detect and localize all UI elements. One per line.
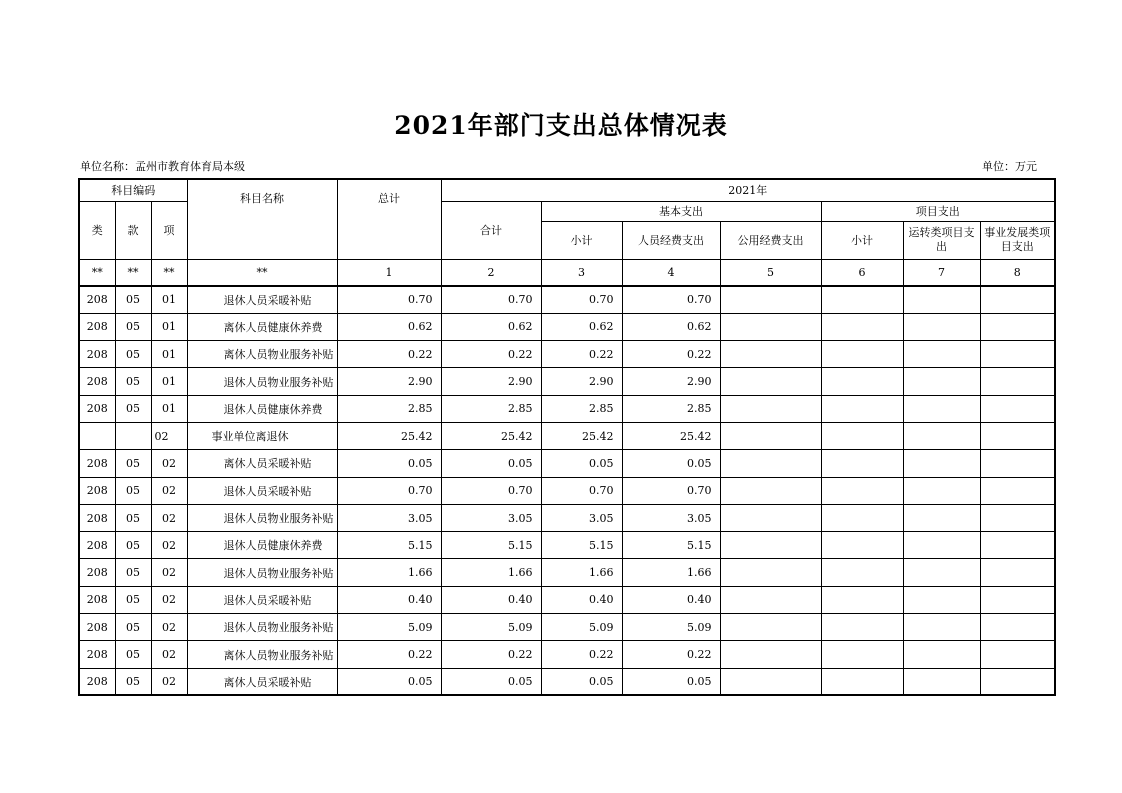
page-title: 2021年部门支出总体情况表: [394, 111, 728, 140]
cell-total: 0.22: [337, 341, 441, 368]
cell-public: [720, 532, 821, 559]
cell-proj-subtotal: [821, 668, 903, 695]
cell-total: 2.85: [337, 395, 441, 422]
cell-transfer: [903, 477, 980, 504]
cell-total: 0.70: [337, 477, 441, 504]
cell-subject-name: 退休人员健康休养费: [187, 395, 337, 422]
cell-total: 1.66: [337, 559, 441, 586]
header-year: 2021年: [441, 179, 1055, 201]
cell-subject-name: 退休人员物业服务补贴: [187, 559, 337, 586]
unit-name-label: 单位名称：孟州市教育体育局本级: [80, 160, 245, 173]
cell-basic-subtotal: 5.15: [541, 532, 622, 559]
cell-xiang: 02: [151, 641, 187, 668]
cell-lei: 208: [79, 286, 115, 313]
table-row: [79, 641, 1055, 668]
cell-personnel: 0.70: [622, 477, 720, 504]
index-cell: **: [151, 259, 187, 286]
cell-heji: 0.40: [441, 586, 541, 613]
cell-transfer: [903, 313, 980, 340]
table-row: [79, 614, 1055, 641]
cell-public: [720, 422, 821, 449]
header-xiang: 项: [151, 201, 187, 259]
table-row: [79, 477, 1055, 504]
index-cell: 6: [821, 259, 903, 286]
cell-subject-name: 退休人员采暖补贴: [187, 586, 337, 613]
cell-personnel: 0.70: [622, 286, 720, 313]
cell-total: 0.62: [337, 313, 441, 340]
cell-subject-name: 离休人员采暖补贴: [187, 450, 337, 477]
cell-development: [980, 614, 1055, 641]
cell-proj-subtotal: [821, 559, 903, 586]
table-row: [79, 313, 1055, 340]
cell-public: [720, 368, 821, 395]
table-row: [79, 286, 1055, 313]
cell-transfer: [903, 668, 980, 695]
unit-label: 单位：万元: [982, 160, 1037, 173]
cell-basic-subtotal: 3.05: [541, 504, 622, 531]
cell-lei: 208: [79, 450, 115, 477]
cell-lei: 208: [79, 614, 115, 641]
cell-development: [980, 395, 1055, 422]
cell-transfer: [903, 286, 980, 313]
cell-proj-subtotal: [821, 641, 903, 668]
cell-transfer: [903, 368, 980, 395]
header-lei: 类: [79, 201, 115, 259]
cell-development: [980, 341, 1055, 368]
cell-development: [980, 641, 1055, 668]
cell-subject-name: 离休人员物业服务补贴: [187, 641, 337, 668]
cell-subject-name: 退休人员物业服务补贴: [187, 504, 337, 531]
header-proj-subtotal: 小计: [821, 221, 903, 259]
cell-subject-name: 离休人员健康休养费: [187, 313, 337, 340]
cell-kuan: 05: [115, 313, 151, 340]
cell-xiang: 01: [151, 286, 187, 313]
header-personnel: 人员经费支出: [622, 221, 720, 259]
cell-basic-subtotal: 1.66: [541, 559, 622, 586]
cell-xiang: 02: [151, 450, 187, 477]
cell-xiang: 01: [151, 341, 187, 368]
table-row: [79, 422, 1055, 449]
cell-total: 2.90: [337, 368, 441, 395]
cell-xiang: 02: [151, 504, 187, 531]
cell-transfer: [903, 422, 980, 449]
expenditure-table: [78, 178, 1056, 696]
cell-subject-name: 事业单位离退休: [187, 422, 337, 449]
header-project: 项目支出: [821, 201, 1055, 221]
cell-lei: 208: [79, 532, 115, 559]
index-cell: 8: [980, 259, 1055, 286]
cell-public: [720, 313, 821, 340]
cell-lei: 208: [79, 313, 115, 340]
header-public: 公用经费支出: [720, 221, 821, 259]
cell-transfer: [903, 559, 980, 586]
cell-kuan: 05: [115, 368, 151, 395]
cell-personnel: 0.05: [622, 450, 720, 477]
cell-proj-subtotal: [821, 586, 903, 613]
cell-total: 0.22: [337, 641, 441, 668]
cell-proj-subtotal: [821, 422, 903, 449]
cell-transfer: [903, 614, 980, 641]
cell-transfer: [903, 532, 980, 559]
cell-development: [980, 286, 1055, 313]
cell-personnel: 2.90: [622, 368, 720, 395]
cell-proj-subtotal: [821, 477, 903, 504]
cell-transfer: [903, 395, 980, 422]
index-cell: 4: [622, 259, 720, 286]
cell-total: 0.40: [337, 586, 441, 613]
cell-basic-subtotal: 0.22: [541, 341, 622, 368]
cell-development: [980, 422, 1055, 449]
cell-subject-name: 退休人员采暖补贴: [187, 286, 337, 313]
cell-subject-name: 退休人员健康休养费: [187, 532, 337, 559]
cell-total: 3.05: [337, 504, 441, 531]
cell-transfer: [903, 450, 980, 477]
cell-heji: 5.09: [441, 614, 541, 641]
index-cell: **: [115, 259, 151, 286]
header-transfer: 运转类项目支出: [903, 221, 980, 259]
cell-lei: 208: [79, 504, 115, 531]
cell-proj-subtotal: [821, 341, 903, 368]
cell-public: [720, 668, 821, 695]
cell-development: [980, 668, 1055, 695]
cell-xiang: 02: [151, 559, 187, 586]
cell-xiang: 02: [151, 668, 187, 695]
cell-public: [720, 559, 821, 586]
index-row: [79, 259, 1055, 286]
table-row: [79, 532, 1055, 559]
cell-transfer: [903, 341, 980, 368]
cell-public: [720, 586, 821, 613]
cell-basic-subtotal: 0.22: [541, 641, 622, 668]
table-row: [79, 559, 1055, 586]
cell-public: [720, 341, 821, 368]
cell-personnel: 0.62: [622, 313, 720, 340]
cell-basic-subtotal: 0.70: [541, 286, 622, 313]
cell-lei: 208: [79, 368, 115, 395]
cell-xiang: 02: [151, 477, 187, 504]
header-basic: 基本支出: [541, 201, 821, 221]
cell-basic-subtotal: 0.05: [541, 450, 622, 477]
cell-proj-subtotal: [821, 395, 903, 422]
header-subject-name: 科目名称: [187, 179, 337, 259]
cell-heji: 0.22: [441, 641, 541, 668]
cell-development: [980, 559, 1055, 586]
cell-personnel: 0.22: [622, 341, 720, 368]
cell-total: 0.70: [337, 286, 441, 313]
table-row: [79, 395, 1055, 422]
cell-basic-subtotal: 25.42: [541, 422, 622, 449]
cell-personnel: 0.40: [622, 586, 720, 613]
cell-xiang: 01: [151, 313, 187, 340]
cell-lei: 208: [79, 586, 115, 613]
cell-total: 0.05: [337, 450, 441, 477]
cell-development: [980, 532, 1055, 559]
cell-subject-name: 离休人员物业服务补贴: [187, 341, 337, 368]
cell-lei: 208: [79, 641, 115, 668]
index-cell: 5: [720, 259, 821, 286]
cell-public: [720, 614, 821, 641]
index-cell: 2: [441, 259, 541, 286]
index-cell: **: [187, 259, 337, 286]
cell-personnel: 3.05: [622, 504, 720, 531]
cell-heji: 2.90: [441, 368, 541, 395]
cell-xiang: 01: [151, 395, 187, 422]
cell-lei: 208: [79, 668, 115, 695]
cell-proj-subtotal: [821, 614, 903, 641]
cell-kuan: [115, 422, 151, 449]
cell-public: [720, 286, 821, 313]
cell-total: 5.15: [337, 532, 441, 559]
header-heji: 合计: [441, 201, 541, 259]
cell-lei: 208: [79, 559, 115, 586]
cell-kuan: 05: [115, 641, 151, 668]
cell-public: [720, 450, 821, 477]
cell-xiang: 02: [151, 614, 187, 641]
cell-personnel: 1.66: [622, 559, 720, 586]
table-row: [79, 586, 1055, 613]
cell-heji: 3.05: [441, 504, 541, 531]
cell-public: [720, 477, 821, 504]
table-row: [79, 504, 1055, 531]
cell-basic-subtotal: 2.85: [541, 395, 622, 422]
cell-personnel: 25.42: [622, 422, 720, 449]
cell-proj-subtotal: [821, 313, 903, 340]
cell-heji: 0.70: [441, 286, 541, 313]
table-row: [79, 668, 1055, 695]
cell-kuan: 05: [115, 504, 151, 531]
cell-kuan: 05: [115, 477, 151, 504]
cell-public: [720, 641, 821, 668]
cell-xiang: 02: [151, 422, 187, 449]
cell-heji: 0.05: [441, 668, 541, 695]
index-cell: 1: [337, 259, 441, 286]
cell-total: 0.05: [337, 668, 441, 695]
header-subject-code: 科目编码: [79, 179, 187, 201]
cell-heji: 0.62: [441, 313, 541, 340]
header-development: 事业发展类项目支出: [980, 221, 1055, 259]
cell-proj-subtotal: [821, 368, 903, 395]
cell-subject-name: 离休人员采暖补贴: [187, 668, 337, 695]
header-basic-subtotal: 小计: [541, 221, 622, 259]
table-row: [79, 368, 1055, 395]
cell-personnel: 0.05: [622, 668, 720, 695]
cell-development: [980, 450, 1055, 477]
cell-proj-subtotal: [821, 532, 903, 559]
cell-lei: 208: [79, 341, 115, 368]
cell-subject-name: 退休人员物业服务补贴: [187, 614, 337, 641]
cell-kuan: 05: [115, 586, 151, 613]
cell-basic-subtotal: 0.05: [541, 668, 622, 695]
cell-personnel: 2.85: [622, 395, 720, 422]
cell-public: [720, 504, 821, 531]
cell-basic-subtotal: 0.62: [541, 313, 622, 340]
cell-heji: 0.70: [441, 477, 541, 504]
index-cell: 7: [903, 259, 980, 286]
cell-public: [720, 395, 821, 422]
cell-lei: 208: [79, 477, 115, 504]
cell-development: [980, 477, 1055, 504]
cell-proj-subtotal: [821, 504, 903, 531]
table-row: [79, 450, 1055, 477]
cell-heji: 5.15: [441, 532, 541, 559]
cell-kuan: 05: [115, 614, 151, 641]
cell-development: [980, 504, 1055, 531]
cell-heji: 1.66: [441, 559, 541, 586]
cell-kuan: 05: [115, 450, 151, 477]
cell-xiang: 02: [151, 532, 187, 559]
header-kuan: 款: [115, 201, 151, 259]
cell-kuan: 05: [115, 286, 151, 313]
cell-transfer: [903, 586, 980, 613]
cell-basic-subtotal: 0.40: [541, 586, 622, 613]
cell-lei: [79, 422, 115, 449]
index-cell: 3: [541, 259, 622, 286]
cell-total: 5.09: [337, 614, 441, 641]
cell-kuan: 05: [115, 559, 151, 586]
table-row: [79, 341, 1055, 368]
cell-subject-name: 退休人员采暖补贴: [187, 477, 337, 504]
cell-xiang: 02: [151, 586, 187, 613]
cell-development: [980, 313, 1055, 340]
cell-development: [980, 368, 1055, 395]
cell-subject-name: 退休人员物业服务补贴: [187, 368, 337, 395]
cell-basic-subtotal: 2.90: [541, 368, 622, 395]
cell-total: 25.42: [337, 422, 441, 449]
table-body: [79, 286, 1055, 695]
cell-lei: 208: [79, 395, 115, 422]
cell-heji: 0.05: [441, 450, 541, 477]
cell-transfer: [903, 641, 980, 668]
cell-personnel: 0.22: [622, 641, 720, 668]
cell-development: [980, 586, 1055, 613]
index-cell: **: [79, 259, 115, 286]
cell-kuan: 05: [115, 668, 151, 695]
cell-basic-subtotal: 5.09: [541, 614, 622, 641]
header-total: 总计: [337, 179, 441, 259]
cell-proj-subtotal: [821, 450, 903, 477]
cell-heji: 0.22: [441, 341, 541, 368]
cell-xiang: 01: [151, 368, 187, 395]
cell-kuan: 05: [115, 341, 151, 368]
cell-transfer: [903, 504, 980, 531]
cell-heji: 2.85: [441, 395, 541, 422]
cell-basic-subtotal: 0.70: [541, 477, 622, 504]
cell-kuan: 05: [115, 532, 151, 559]
cell-heji: 25.42: [441, 422, 541, 449]
cell-personnel: 5.09: [622, 614, 720, 641]
cell-kuan: 05: [115, 395, 151, 422]
cell-proj-subtotal: [821, 286, 903, 313]
cell-personnel: 5.15: [622, 532, 720, 559]
